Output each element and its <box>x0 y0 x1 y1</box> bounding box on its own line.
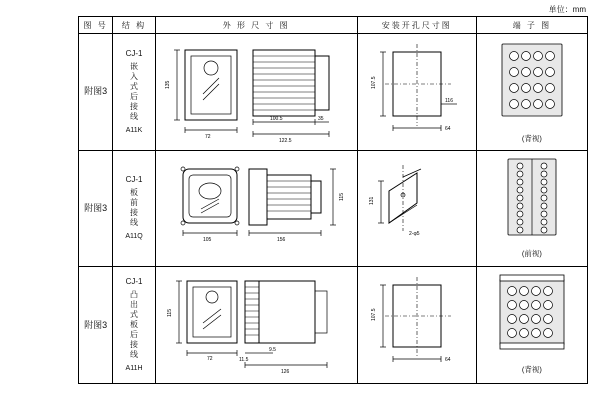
unit-note: 单位：mm <box>548 5 586 14</box>
mounting-drawing-1 <box>359 34 475 146</box>
structure-code: CJ-1 <box>125 175 143 185</box>
cell-structure <box>113 34 155 151</box>
outline-drawing-1 <box>157 34 355 146</box>
structure-code: CJ-1 <box>125 48 143 58</box>
mounting-drawing-3 <box>359 267 475 377</box>
figure-no-label: 附图3 <box>84 86 108 97</box>
table-row <box>79 150 588 267</box>
structure-text: 凸出式板后接线 <box>130 290 139 360</box>
svg-text:156: 156 <box>277 236 286 243</box>
svg-text:122.5: 122.5 <box>279 138 292 144</box>
svg-text:107.5: 107.5 <box>370 308 377 322</box>
cell-figure-no <box>79 267 113 384</box>
table-row <box>79 267 588 384</box>
cell-mounting-drawing <box>357 150 476 267</box>
figure-no-label: 附图3 <box>84 202 108 213</box>
svg-text:72: 72 <box>205 134 211 140</box>
svg-text:2-φ5: 2-φ5 <box>408 230 420 237</box>
figure-no-label: 附图3 <box>84 319 108 330</box>
structure-model: A11H <box>125 365 143 373</box>
mounting-drawing-2 <box>359 151 475 261</box>
cell-figure-no <box>79 34 113 151</box>
cell-outline-drawing <box>155 150 357 267</box>
svg-text:126: 126 <box>281 369 290 376</box>
table-row <box>79 34 588 151</box>
cell-structure <box>113 150 155 267</box>
svg-text:115: 115 <box>339 192 346 201</box>
cell-mounting-drawing <box>357 34 476 151</box>
svg-text:135: 135 <box>165 80 172 89</box>
svg-text:35: 35 <box>318 116 324 122</box>
header-terminal: 端 子 图 <box>476 17 587 34</box>
svg-text:116: 116 <box>444 98 453 104</box>
terminal-diagram-1 <box>478 34 586 132</box>
header-figure-no: 图 号 <box>79 17 113 34</box>
header-structure: 结 构 <box>113 17 155 34</box>
structure-model: A11K <box>125 126 143 134</box>
cell-terminal-diagram <box>476 34 587 151</box>
terminal-caption: (前视) <box>521 248 542 258</box>
cell-mounting-drawing <box>357 267 476 384</box>
terminal-diagram-3 <box>478 267 586 363</box>
cell-figure-no <box>79 150 113 267</box>
outline-drawing-2 <box>157 151 355 261</box>
svg-text:131: 131 <box>368 196 375 205</box>
cell-terminal-diagram <box>476 267 587 384</box>
outline-drawing-3 <box>157 267 355 377</box>
terminal-diagram-2 <box>478 151 586 247</box>
cell-outline-drawing <box>155 267 357 384</box>
cell-structure <box>113 267 155 384</box>
header-mounting: 安装开孔尺寸图 <box>357 17 476 34</box>
svg-text:100.5: 100.5 <box>270 116 283 122</box>
cell-terminal-diagram <box>476 150 587 267</box>
specification-table <box>78 16 588 384</box>
svg-text:115: 115 <box>167 309 174 318</box>
svg-text:9.5: 9.5 <box>269 347 277 354</box>
svg-text:105: 105 <box>203 236 212 243</box>
svg-text:107.5: 107.5 <box>370 76 377 89</box>
terminal-caption: (背视) <box>521 365 542 375</box>
svg-text:72: 72 <box>207 356 213 363</box>
terminal-caption: (背视) <box>521 134 542 143</box>
structure-text: 嵌入式后接线 <box>130 61 139 121</box>
structure-text: 板前接线 <box>130 188 139 228</box>
svg-text:11.5: 11.5 <box>239 357 249 364</box>
cell-outline-drawing <box>155 34 357 151</box>
table-header-row <box>79 17 588 34</box>
header-outline: 外 形 尺 寸 图 <box>155 17 357 34</box>
structure-model: A11Q <box>125 233 143 241</box>
structure-code: CJ-1 <box>125 277 143 287</box>
svg-text:64: 64 <box>444 357 451 364</box>
svg-text:64: 64 <box>444 126 451 132</box>
